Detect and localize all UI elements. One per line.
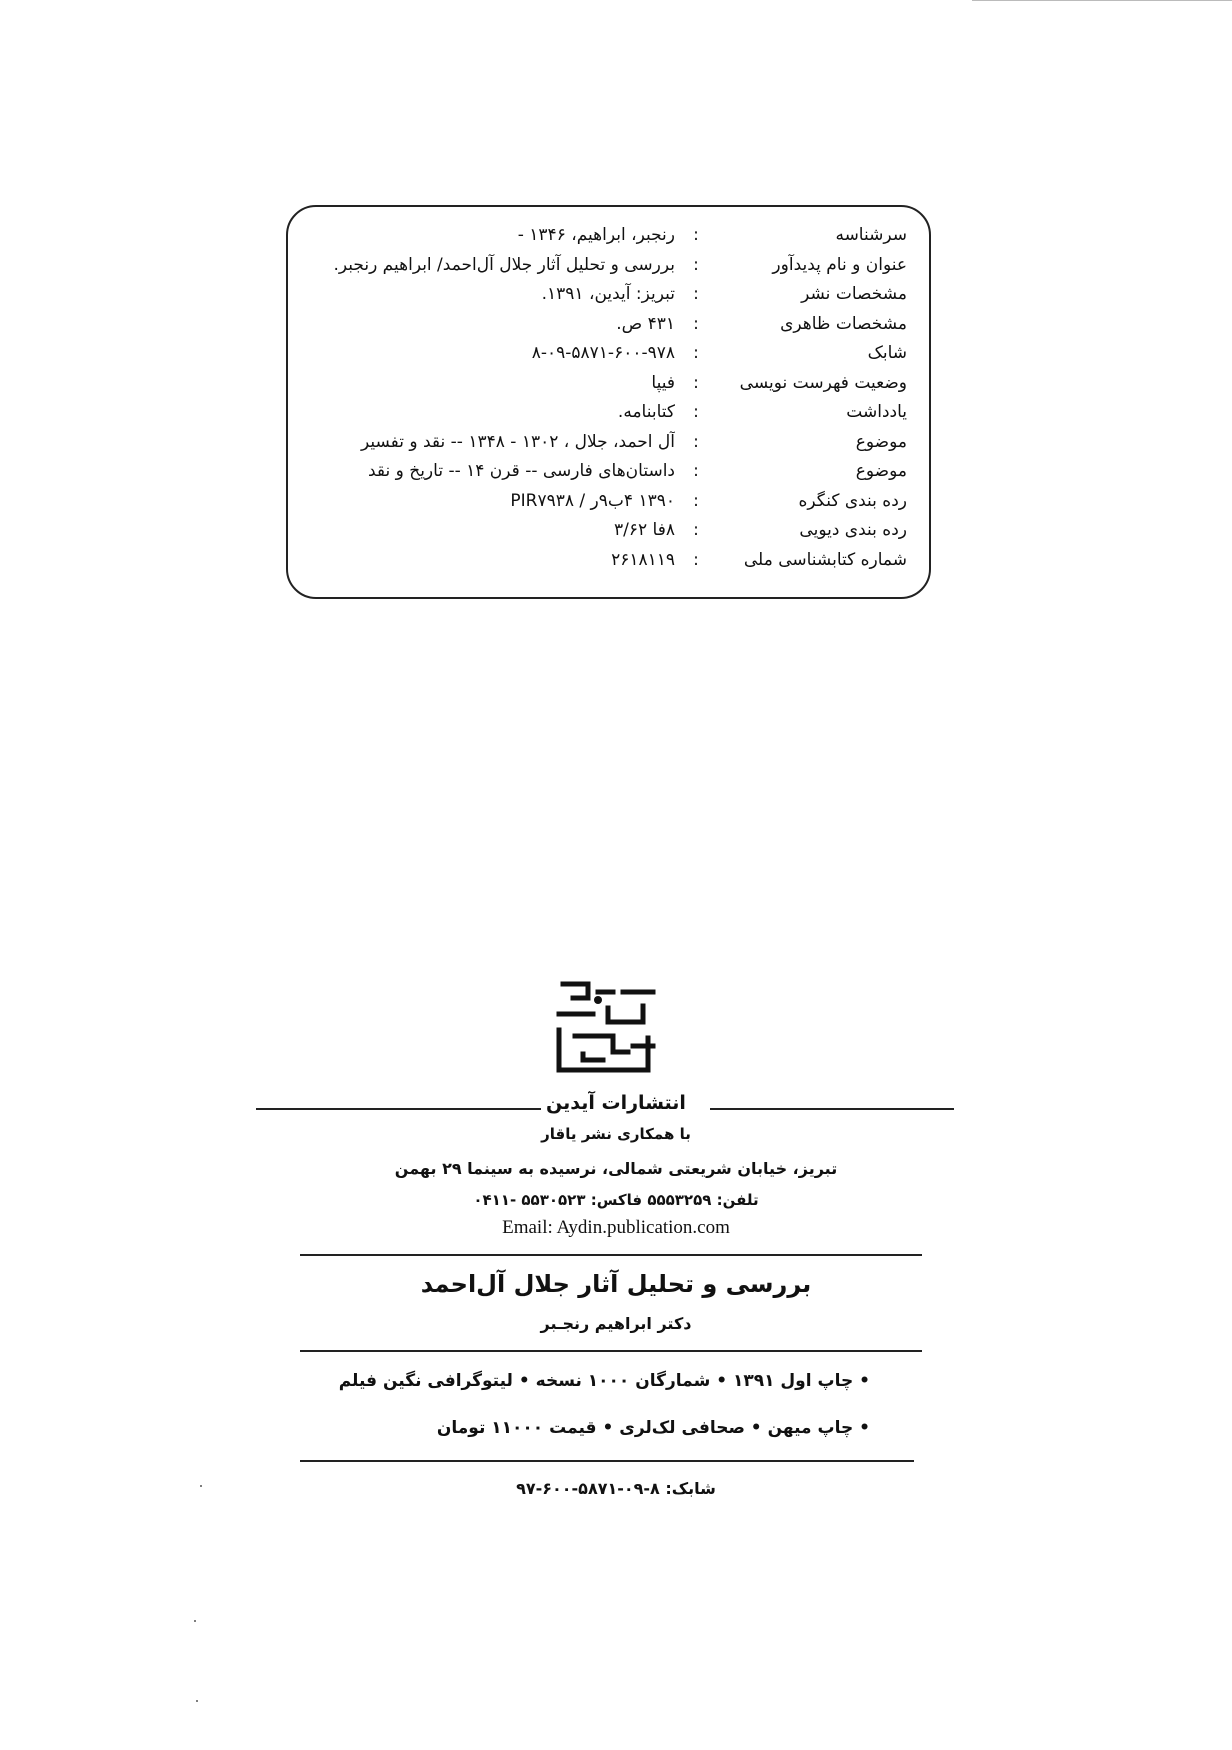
cip-label: یادداشت [846,402,907,422]
divider [300,1350,922,1352]
cip-row [310,221,907,251]
cip-colon: : [693,490,699,511]
cip-row [310,516,907,546]
cip-label: موضوع [855,461,907,481]
cip-colon: : [693,343,699,363]
cip-value: فیپا [651,372,675,393]
cip-row [310,546,907,576]
cip-label: رده بندی کنگره [798,490,907,511]
cip-row [310,398,907,428]
cip-value: ۲۶۱۸۱۱۹ [611,549,675,570]
cip-value: بررسی و تحلیل آثار جلال آل‌احمد/ ابراهیم رنجبر. [333,254,675,275]
isbn-footer: شابک: ۸-۰۹-۵۸۷۱-۶۰۰-۹۷ [516,1479,716,1498]
divider [300,1254,922,1256]
cip-colon: : [693,284,699,304]
cip-row [310,487,907,517]
cip-value: ۱۳۹۰ ۴ب۹ر / PIR۷۹۳۸ [510,490,675,511]
cip-row [310,280,907,310]
cip-value: آل احمد، جلال ، ۱۳۰۲ - ۱۳۴۸ -- نقد و تفسیر [360,431,675,452]
cip-colon: : [693,402,699,422]
print-info-line: • چاپ اول ۱۳۹۱ • شمارگان ۱۰۰۰ نسخه • لیتوگرافی نگین فیلم [338,1371,870,1391]
publisher-logo [553,978,663,1078]
book-title: بررسی و تحلیل آثار جلال آل‌احمد [420,1270,812,1298]
collaboration-note: با همکاری نشر یاقار [541,1125,691,1143]
cip-colon: : [693,520,699,540]
divider [300,1460,914,1462]
cip-row [310,428,907,458]
print-info-line: • چاپ میهن • صحافی لک‌لری • قیمت ۱۱۰۰۰ تومان [436,1418,870,1438]
scan-speck [200,1485,202,1487]
cip-row [310,251,907,281]
cip-colon: : [693,254,699,275]
cip-value: تبریز: آیدین، ۱۳۹۱. [541,284,675,304]
cip-label: شماره کتابشناسی ملی [743,549,907,570]
book-author: دکتر ابراهیم رنجـبر [540,1314,692,1333]
cip-row [310,339,907,369]
cip-colon: : [693,549,699,570]
cip-value: داستان‌های فارسی -- قرن ۱۴ -- تاریخ و نقد [367,461,675,481]
scan-speck [196,1700,198,1702]
cip-label: رده بندی دیویی [799,520,907,540]
cip-colon: : [693,313,699,334]
cip-label: مشخصات نشر [801,284,907,304]
cip-label: مشخصات ظاهری [780,313,907,334]
cip-colon: : [693,461,699,481]
cip-value: کتابنامه. [617,402,675,422]
page-edge [972,0,1232,5]
cip-label: شابک [867,343,907,363]
cip-value: ۴۳۱ ص. [616,313,675,334]
cip-row [310,310,907,340]
cip-colon: : [693,372,699,393]
cip-row [310,369,907,399]
publisher-address: تبریز، خیابان شریعتی شمالی، نرسیده به سینما ۲۹ بهمن [394,1159,838,1178]
cip-label: موضوع [855,431,907,452]
cip-colon: : [693,431,699,452]
cip-label: وضعیت فهرست نویسی [739,372,907,393]
cip-value: ۸-۰۹-۵۸۷۱-۶۰۰-۹۷۸ [531,343,675,363]
publisher-phone: تلفن: ۵۵۵۳۲۵۹ فاکس: ۵۵۳۰۵۲۳ -۰۴۱۱ [473,1191,759,1209]
cip-value: ۸فا ۳/۶۲ [614,520,675,540]
cip-label: عنوان و نام پدیدآور [772,254,907,275]
cip-colon: : [693,225,699,245]
scan-speck [194,1620,196,1622]
cip-row [310,457,907,487]
cataloging-box [286,205,931,599]
cip-label: سرشناسه [835,225,907,245]
publisher-name: انتشارات آیدین [546,1092,686,1114]
publisher-email: Email: Aydin.publication.com [502,1217,730,1238]
cip-value: رنجبر، ابراهیم، ۱۳۴۶ - [517,225,675,245]
